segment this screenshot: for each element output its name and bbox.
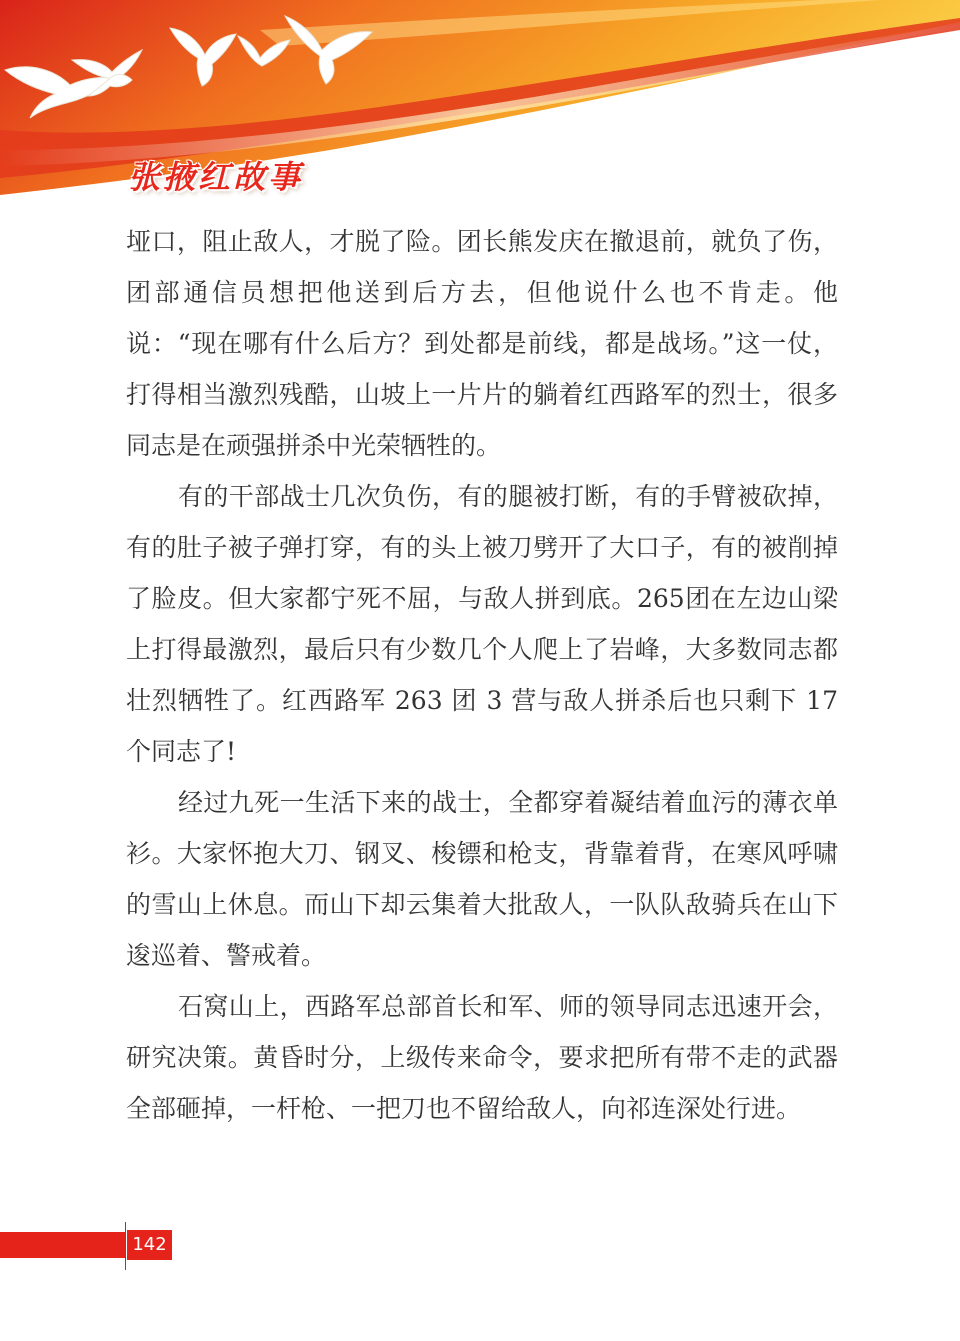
paragraph: 石窝山上，西路军总部首长和军、师的领导同志迅速开会，研究决策。黄昏时分，上级传来命令，要求把所有带不走的武器全部砸掉，一杆枪、一把刀也不留给敌人，向祁连深处行进。 <box>126 992 838 1123</box>
footer-bar <box>0 1232 126 1258</box>
body-text <box>126 216 838 1134</box>
page-number: 142 <box>127 1230 172 1260</box>
paragraph: 经过九死一生活下来的战士，全都穿着凝结着血污的薄衣单衫。大家怀抱大刀、钢叉、梭镖和枪支，背靠着背，在寒风呼啸的雪山上休息。而山下却云集着大批敌人，一队队敌骑兵在山下逡巡着、警戒着。 <box>126 788 838 970</box>
series-title: 张掖红故事 <box>128 158 304 196</box>
footer-divider <box>125 1222 126 1270</box>
paragraph: 有的干部战士几次负伤，有的腿被打断，有的手臂被砍掉，有的肚子被子弹打穿，有的头上被刀劈开了大口子，有的被削掉了脸皮。但大家都宁死不屈，与敌人拼到底。265团在左边山梁上打得最激烈，最后只有少数几个人爬上了岩峰，大多数同志都壮烈牺牲了。红西路军 263 团 3 营与敌人拼杀后也只剩下 17 个同志了! <box>126 482 838 766</box>
paragraph: 垭口，阻止敌人，才脱了险。团长熊发庆在撤退前，就负了伤，团部通信员想把他送到后方去，但他说什么也不肯走。他说：“现在哪有什么后方？到处都是前线，都是战场。”这一仗，打得相当激烈残酷，山坡上一片片的躺着红西路军的烈士，很多同志是在顽强拼杀中光荣牺牲的。 <box>126 227 838 460</box>
